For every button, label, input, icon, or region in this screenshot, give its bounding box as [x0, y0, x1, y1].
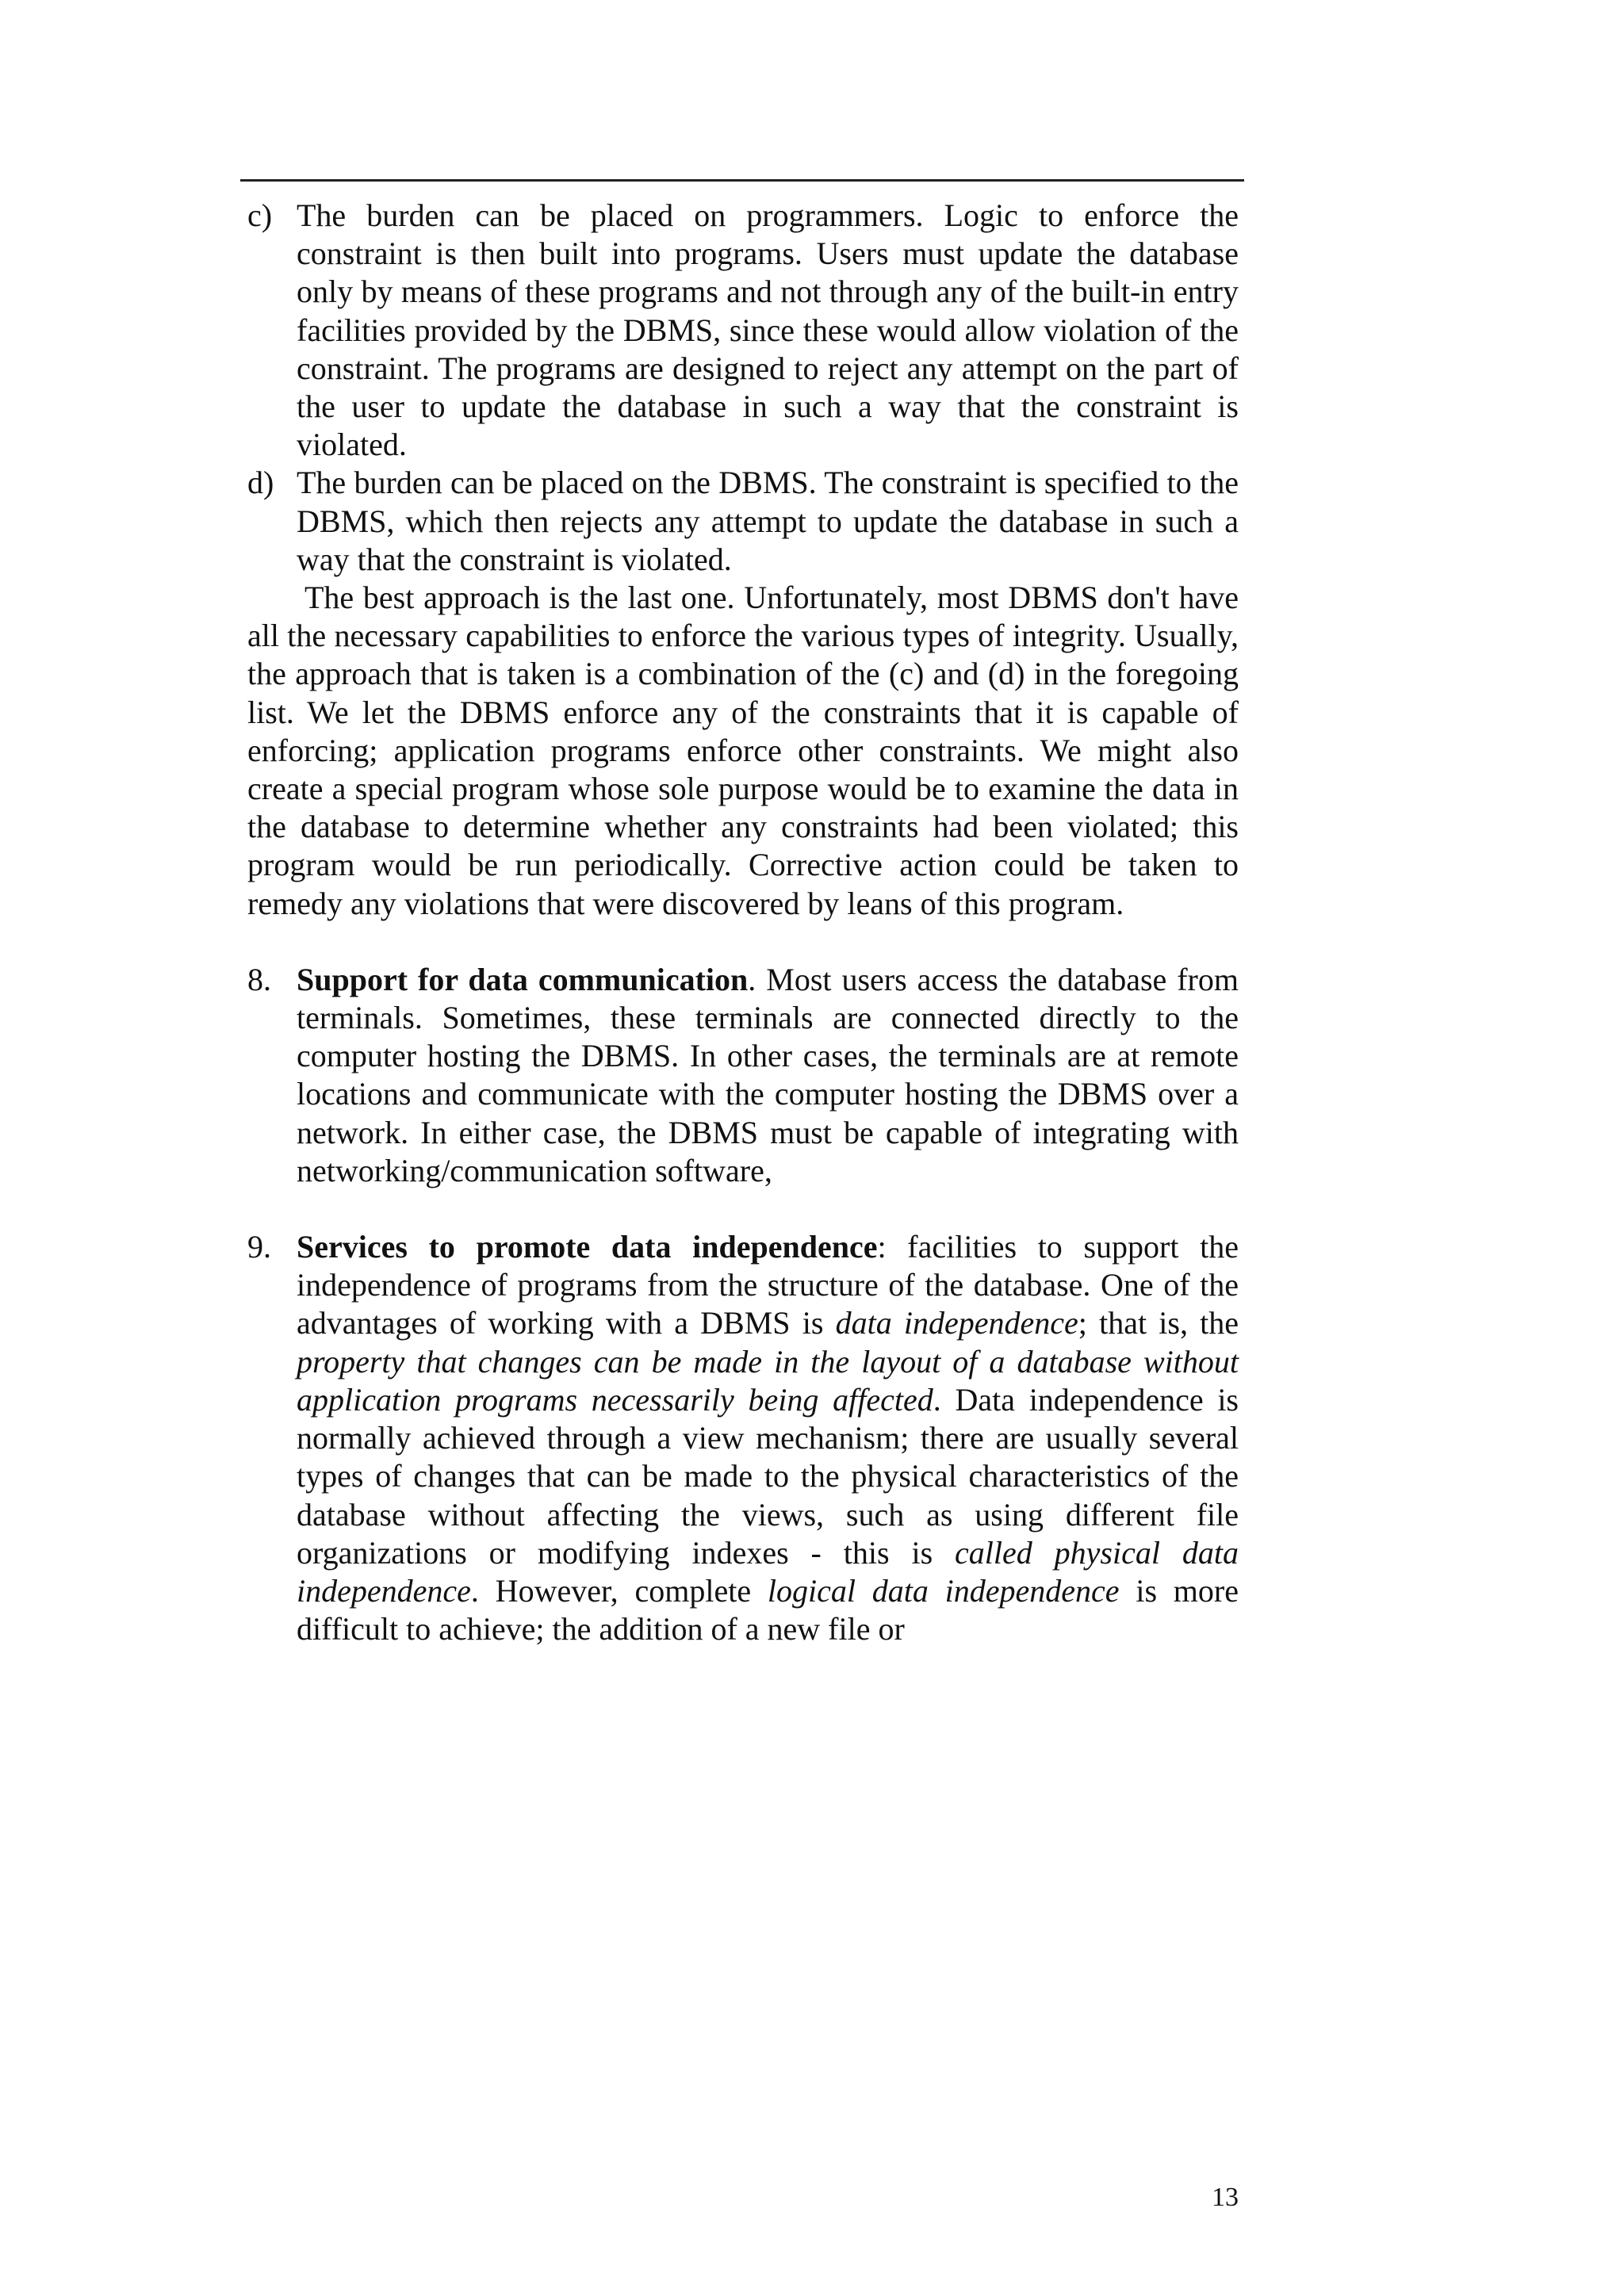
- page-content: [247, 197, 1239, 1648]
- item-text: ; that is, the: [1078, 1305, 1239, 1341]
- item-heading: Support for data communication: [297, 961, 749, 997]
- list-item-text: The burden can be placed on programmers. Logic to enforce the constraint is then built into programs. Users must update the database only by means of these programs and not through any of the built-in entry facilities provided by the DBMS, since these would allow violation of the constraint. The programs are designed to reject any attempt on the part of the user to update the database in such a way that the constraint is violated.: [297, 197, 1239, 463]
- page-number: 13: [1212, 2183, 1239, 2212]
- item-text: . Data independence is normally achieved through a view mechanism; there are usually several types of changes that can be made to the physical characteristics of the database without affecting the views, such as using different file organizations or modifying indexes - this is: [297, 1381, 1239, 1571]
- item-heading: Services to promote data independence: [297, 1229, 878, 1265]
- list-number: 9.: [247, 1229, 271, 1265]
- body-paragraph: The best approach is the last one. Unfortunately, most DBMS don't have all the necessary capabilities to enforce the various types of integrity. Usually, the approach that is taken is a combination of the (c) and (d) in the foregoing list. We let the DBMS enforce any of the constraints that it is capable of enforcing; application programs enforce other constraints. We might also create a special program whose sole purpose would be to examine the data in the database to determine whether any constraints had been violated; this program would be run periodically. Corrective action could be taken to remedy any violations that were discovered by leans of this program.: [247, 580, 1239, 921]
- item-text: is more difficult to achieve; the addition of a new file or: [297, 1572, 1239, 1647]
- item-text: . However, complete: [470, 1572, 768, 1609]
- emphasis-term: data independence: [835, 1305, 1078, 1341]
- item-text: . Most users access the database from terminals. Sometimes, these terminals are connected directly to the computer hosting the DBMS. In other cases, the terminals are at remote locations and communicate with the computer hosting the DBMS over a network. In either case, the DBMS must be capable of integrating with networking/communication software,: [297, 961, 1239, 1188]
- emphasis-term: called physical data independence: [297, 1534, 1239, 1609]
- item-text: : facilities to support the independence of programs from the structure of the database. One of the advantages of working with a DBMS is: [297, 1229, 1239, 1341]
- emphasis-term: logical data independence: [767, 1572, 1120, 1609]
- list-marker: d): [247, 465, 274, 501]
- list-item-c: [247, 197, 1239, 464]
- list-number: 8.: [247, 961, 271, 997]
- emphasis-definition: property that changes can be made in the layout of a database without application programs necessarily being affected: [297, 1343, 1239, 1418]
- list-item-8: [247, 961, 1239, 1190]
- header-rule: [240, 179, 1244, 182]
- list-marker: c): [247, 197, 273, 233]
- list-item-d: [247, 464, 1239, 579]
- list-item-9: [247, 1228, 1239, 1648]
- list-item-text: The burden can be placed on the DBMS. The constraint is specified to the DBMS, which then rejects any attempt to update the database in such a way that the constraint is violated.: [297, 465, 1239, 577]
